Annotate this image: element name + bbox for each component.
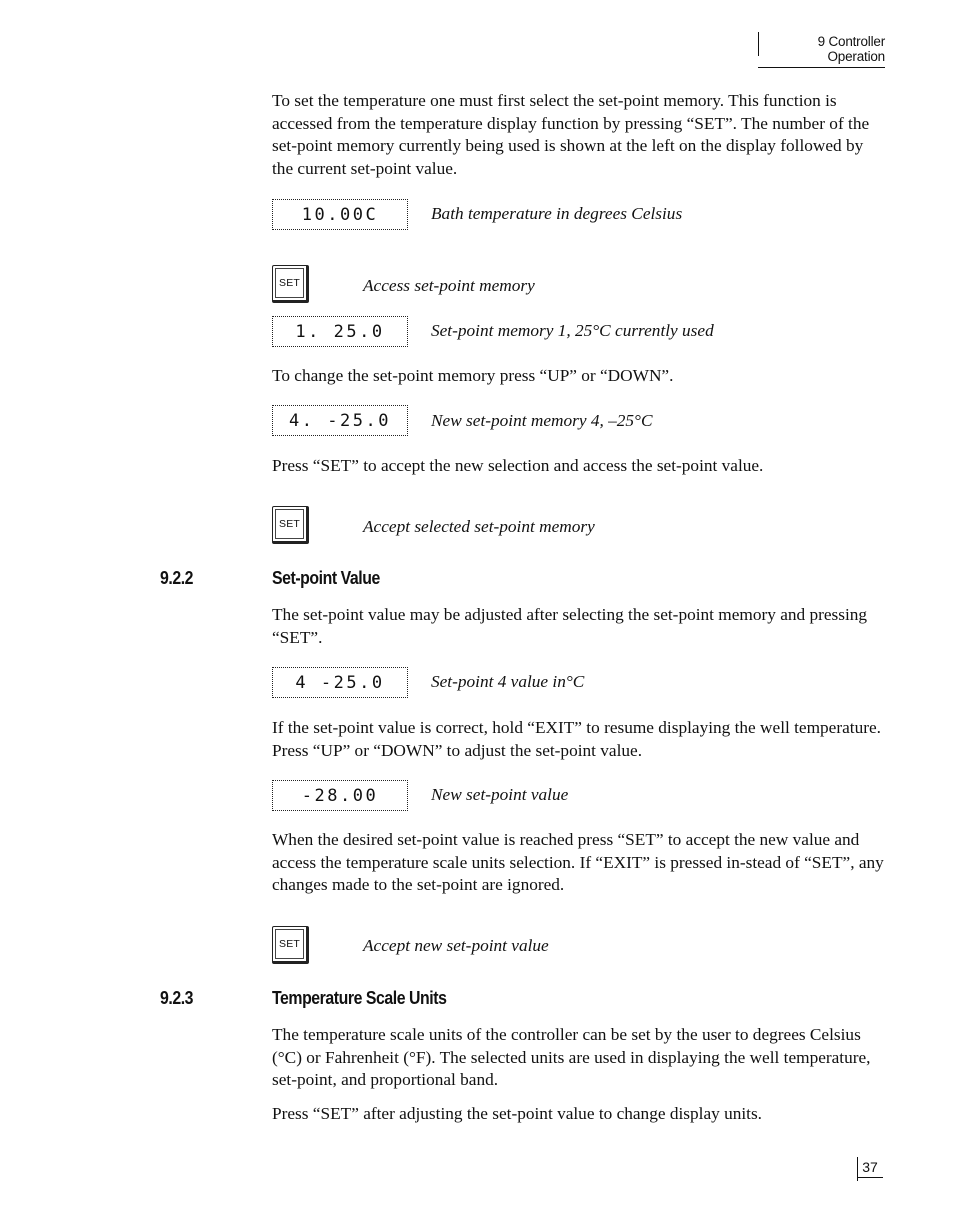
section-number: 9.2.3 [160,988,194,1008]
display-caption: Set-point 4 value in°C [431,672,585,691]
set-key-icon [272,926,309,964]
page-number: 37 [857,1159,883,1178]
set-key-icon [272,506,309,544]
running-header: 9 Controller Operation [758,34,885,68]
section-title: Temperature Scale Units [272,988,447,1008]
paragraph: If the set-point value is correct, hold “EXIT” to resume displaying the well temperature. Press “UP” or “DOWN” to adjust the set-point value. [272,718,881,760]
set-key-label: SET [278,277,301,289]
paragraph: Press “SET” after adjusting the set-point value to change display units. [272,1104,763,1123]
section-title: Set-point Value [272,568,380,588]
paragraph: Press “SET” to accept the new selection and access the set-point value. [272,456,764,475]
display-bath-temperature: 10.00C [272,199,408,230]
section-number: 9.2.2 [160,568,194,588]
key-caption: Access set-point memory [363,276,535,295]
paragraph: When the desired set-point value is reached press “SET” to accept the new value and access the temperature scale units selection. If “EXIT” is pressed in-stead of “SET”, any changes made to the set-point are ignored. [272,830,884,895]
key-caption: Accept new set-point value [363,936,549,955]
set-key-label: SET [278,938,301,950]
display-setpoint-memory-4: 4. -25.0 [272,405,408,436]
display-setpoint-memory-1: 1. 25.0 [272,316,408,347]
key-caption: Accept selected set-point memory [363,517,595,536]
display-caption: Set-point memory 1, 25°C currently used [431,321,714,340]
display-caption: Bath temperature in degrees Celsius [431,204,683,223]
paragraph: The set-point value may be adjusted after selecting the set-point memory and pressing “SET”. [272,605,868,647]
set-key-icon [272,265,309,303]
display-caption: New set-point value [431,785,569,804]
paragraph: To change the set-point memory press “UP” or “DOWN”. [272,366,674,385]
display-new-setpoint-value: -28.00 [272,780,408,811]
display-setpoint-4-value: 4 -25.0 [272,667,408,698]
set-key-label: SET [278,518,301,530]
paragraph: The temperature scale units of the controller can be set by the user to degrees Celsius (°C) or Fahrenheit (°F). The selected units are used in displaying the well temperature, set-point, and proportional band. [272,1025,871,1090]
intro-paragraph: To set the temperature one must first select the set-point memory. This function is accessed from the temperature display function by pressing “SET”. The number of the set-point memory currently being used is shown at the left on the display followed by the current set-point value. [272,91,870,179]
display-caption: New set-point memory 4, –25°C [431,411,653,430]
